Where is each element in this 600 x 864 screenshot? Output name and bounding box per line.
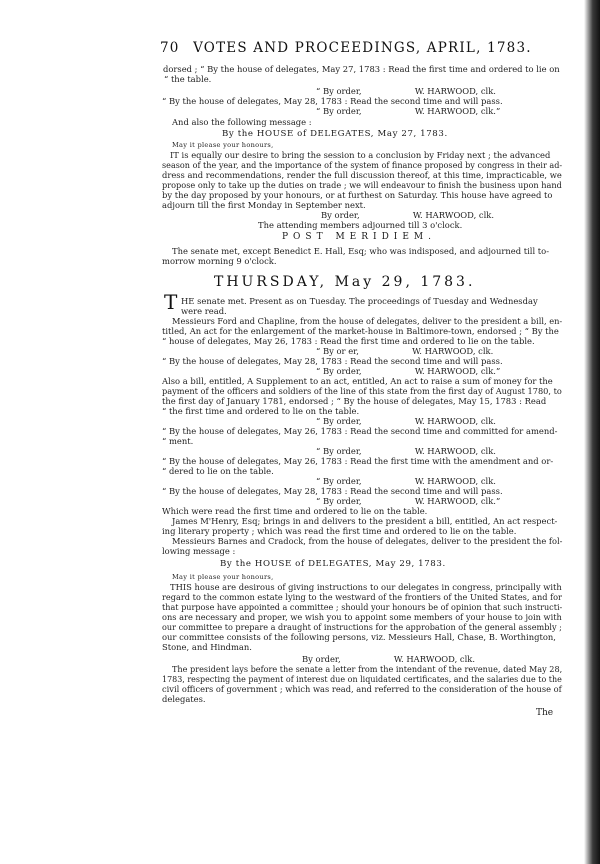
text-line: The attending members adjourned till 3 o'clock. — [258, 220, 463, 230]
text-line: “ By the house of delegates, May 28, 1783 : Read the second time and will pass. — [162, 96, 503, 106]
salutation: May it please your honours, — [172, 573, 274, 581]
text-line: “ By the house of delegates, May 28, 1783 : Read the second time and will pass. — [162, 486, 503, 496]
text-line: “ By the house of delegates, May 26, 1783 : Read the second time and committed for amend- — [162, 426, 558, 436]
text-line: HE senate met. Present as on Tuesday. The proceedings of Tuesday and Wednesday — [181, 296, 538, 306]
text-line: The senate met, except Benedict E. Hall, Esq; who was indisposed, and adjourned till to- — [172, 246, 550, 256]
text-line: dress and recommendations, render the full discussion thereof, at this time, impracticable, we — [162, 170, 562, 180]
text-line: ing literary property ; which was read the first time and ordered to lie on the table. — [162, 526, 517, 536]
text-line: 1783, respecting the payment of interest due on liquidated certificates, and the salaries due to the — [162, 674, 562, 684]
text-line: “ dered to lie on the table. — [162, 466, 274, 476]
text-line: civil officers of government ; which was read, and referred to the consideration of the house of — [162, 684, 562, 694]
text-line: our committee consists of the following persons, viz. Messieurs Hall, Chase, B. Worthington, — [162, 632, 556, 642]
signature-line: “ By order, W. HARWOOD, clk.” — [316, 366, 501, 376]
text-line: “ ment. — [162, 436, 194, 446]
signature-line: “ By order, W. HARWOOD, clk.” — [316, 496, 501, 506]
text-line: “ By the house of delegates, May 26, 1783 : Read the first time with the amendment and or- — [162, 456, 554, 466]
salutation: May it please your honours, — [172, 141, 274, 149]
text-line: Also a bill, entitled, A Supplement to an act, entitled, An act to raise a sum of money for the — [162, 376, 553, 386]
message-heading: By the HOUSE of DELEGATES, May 29, 1783. — [220, 559, 446, 569]
text-line: season of the year, and the importance of the system of finance proposed by congress in their ad- — [162, 160, 563, 170]
text-line: morrow morning 9 o'clock. — [162, 256, 277, 266]
text-line: dorsed ; “ By the house of delegates, May 27, 1783 : Read the first time and ordered to lie on — [163, 64, 560, 74]
day-heading: THURSDAY, May 29, 1783. — [214, 274, 476, 290]
text-line: ons are necessary and proper, we wish you to appoint some members of your house to join with — [162, 612, 562, 622]
text-line: propose only to take up the duties on trade ; we will endeavour to finish the business upon hand — [162, 180, 562, 190]
text-line: “ the first time and ordered to lie on the table. — [162, 406, 360, 416]
signature-line: “ By order, W. HARWOOD, clk. — [316, 86, 496, 96]
signature-line: “ By order, W. HARWOOD, clk. — [316, 446, 496, 456]
catchword: The — [536, 708, 554, 718]
text-line: The president lays before the senate a letter from the intendant of the revenue, dated May 28, — [172, 664, 563, 674]
text-line: lowing message : — [162, 546, 236, 556]
signature-line: “ By order, W. HARWOOD, clk.” — [316, 106, 501, 116]
text-line: Messieurs Ford and Chapline, from the house of delegates, deliver to the president a bill, en- — [172, 316, 563, 326]
signature-line: “ By order, W. HARWOOD, clk. — [316, 416, 496, 426]
text-line: “ By the house of delegates, May 28, 1783 : Read the second time and will pass. — [162, 356, 503, 366]
text-line: Messieurs Barnes and Cradock, from the house of delegates, deliver to the president the fol- — [172, 536, 563, 546]
message-heading: By the HOUSE of DELEGATES, May 27, 1783. — [222, 129, 448, 139]
text-line: that purpose have appointed a committee ; should your honours be of opinion that such instructi- — [162, 602, 563, 612]
text-line: by the day proposed by your honours, or at furthest on Saturday. This house have agreed to — [162, 190, 553, 200]
running-title: VOTES AND PROCEEDINGS, APRIL, 1783. — [193, 40, 532, 56]
running-head — [160, 40, 532, 56]
page-edge-shadow — [584, 0, 600, 864]
text-line: “ house of delegates, May 26, 1783 : Read the first time and ordered to lie on the table. — [162, 336, 535, 346]
page-number: 70 — [160, 40, 180, 56]
signature-line: By order, W. HARWOOD, clk. — [302, 654, 476, 664]
text-line: Which were read the first time and ordered to lie on the table. — [162, 506, 428, 516]
text-line: And also the following message : — [172, 117, 312, 127]
signature-line: “ By or er, W. HARWOOD, clk. — [316, 346, 494, 356]
text-line: Stone, and Hindman. — [162, 642, 252, 652]
text-line: our committee to prepare a draught of instructions for the approbation of the general assembly ; — [162, 622, 562, 632]
text-line: James M'Henry, Esq; brings in and delivers to the president a bill, entitled, An act respect- — [172, 516, 558, 526]
text-line: delegates. — [162, 694, 206, 704]
text-line: adjourn till the first Monday in September next. — [162, 200, 366, 210]
text-line: titled, An act for the enlargement of the market-house in Baltimore-town, endorsed ; “ By the — [162, 326, 559, 336]
text-line: IT is equally our desire to bring the session to a conclusion by Friday next ; the advanced — [170, 150, 551, 160]
text-line: were read. — [181, 306, 227, 316]
text-line: the first day of January 1781, endorsed ; “ By the house of delegates, May 15, 1783 : Read — [162, 396, 547, 406]
drop-cap: T — [164, 290, 178, 314]
text-line: payment of the officers and soldiers of the line of this state from the first day of August 1780, to — [162, 386, 562, 396]
text-line: regard to the common estate lying to the westward of the frontiers of the United States, and for — [162, 592, 562, 602]
signature-line: “ By order, W. HARWOOD, clk. — [316, 476, 496, 486]
text-line: “ the table. — [164, 74, 212, 84]
post-meridiem-heading: POST MERIDIEM. — [282, 232, 436, 242]
signature-line: By order, W. HARWOOD, clk. — [321, 210, 495, 220]
text-line: THIS house are desirous of giving instructions to our delegates in congress, principally with — [170, 582, 562, 592]
